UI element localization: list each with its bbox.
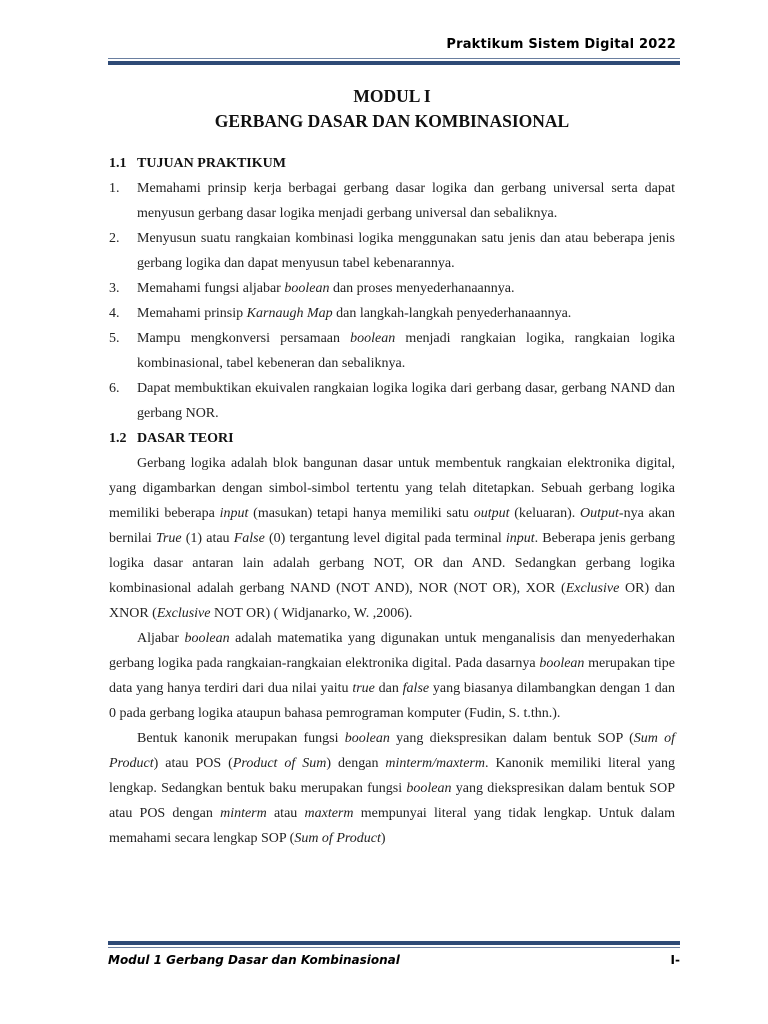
goal-item: 3. Memahami fungsi aljabar boolean dan proses menyederhanaannya. [109, 276, 675, 301]
section-heading-dasar-teori [109, 426, 675, 451]
italic-term: boolean [344, 731, 390, 746]
goal-number: 4. [109, 306, 120, 321]
header-rule-thick [108, 61, 680, 65]
italic-term: Exclusive [565, 581, 620, 596]
italic-term: boolean [539, 656, 585, 671]
italic-term: minterm [220, 806, 267, 821]
goal-item: 4. Memahami prinsip Karnaugh Map dan langkah-langkah penyederhanaannya. [109, 301, 675, 326]
italic-term: input [219, 506, 249, 521]
footer-rule-thin [108, 947, 680, 948]
theory-paragraph: Aljabar boolean adalah matematika yang digunakan untuk menganalisis dan menyederhakan gerbang logika pada rangkaian-rangkaian elektronika digital. Pada dasarnya boolean merupakan tipe data yang hanya terdiri dari dua nilai yaitu true dan false yang biasanya dilambangkan dengan 1 dan 0 pada gerbang logika ataupun bahasa pemrograman komputer (Fudin, S. t.thn.). [109, 631, 676, 721]
italic-term: minterm/maxterm [385, 756, 485, 771]
goal-number: 2. [109, 231, 120, 246]
goal-item: 5. Mampu mengkonversi persamaan boolean menjadi rangkaian logika, rangkaian logika kombinasional, tabel kebeneran dan sebaliknya. [109, 326, 675, 376]
footer-rule-thick [108, 941, 680, 945]
italic-term: false [402, 681, 430, 696]
section-title: TUJUAN PRAKTIKUM [137, 156, 286, 171]
goal-number: 5. [109, 331, 120, 346]
italic-term: maxterm [304, 806, 354, 821]
header-rule-thin [108, 58, 680, 59]
goal-item: 6. Dapat membuktikan ekuivalen rangkaian logika logika dari gerbang dasar, gerbang NAND dan gerbang NOR. [109, 376, 675, 426]
italic-term: input [505, 531, 535, 546]
italic-term: Output [580, 506, 619, 521]
running-header: Praktikum Sistem Digital 2022 [446, 37, 676, 52]
footer-module-label: Modul 1 Gerbang Dasar dan Kombinasional [108, 953, 400, 967]
italic-term: true [352, 681, 375, 696]
section-number: 1.2 [109, 431, 127, 446]
goal-number: 6. [109, 381, 120, 396]
italic-term: Sum of Product [294, 831, 381, 846]
theory-paragraph: Bentuk kanonik merupakan fungsi boolean yang diekspresikan dalam bentuk SOP (Sum of Product) atau POS (Product of Sum) dengan minterm/maxterm. Kanonik memiliki literal yang lengkap. Sedangkan bentuk baku merupakan fungsi boolean yang diekspresikan dalam bentuk SOP atau POS dengan minterm atau maxterm mempunyai literal yang tidak lengkap. Untuk dalam memahami secara lengkap SOP (Sum of Product) [109, 731, 675, 846]
module-title: MODUL I [353, 86, 431, 106]
goal-item: 2. Menyusun suatu rangkaian kombinasi logika menggunakan satu jenis dan atau beberapa jenis gerbang logika dan dapat menyusun tabel kebenarannya. [109, 226, 675, 276]
italic-term: output [473, 506, 510, 521]
italic-term: Product of Sum [232, 756, 327, 771]
italic-term: Sum of Product [109, 731, 675, 771]
goal-number: 3. [109, 281, 120, 296]
theory-paragraph: Gerbang logika adalah blok bangunan dasar untuk membentuk rangkaian elektronika digital, yang digambarkan dengan simbol-simbol tertentu yang telah ditetapkan. Sebuah gerbang logika memiliki beberapa input (masukan) tetapi hanya memiliki satu output (keluaran). Output-nya akan bernilai True (1) atau False (0) tergantung level digital pada terminal input. Beberapa jenis gerbang logika dasar antaran lain adalah gerbang NOT, OR dan AND. Sedangkan gerbang logika kombinasional adalah gerbang NAND (NOT AND), NOR (NOT OR), XOR (Exclusive OR) dan XNOR (Exclusive NOT OR) ( Widjanarko, W. ,2006). [109, 456, 675, 621]
italic-term: Karnaugh Map [246, 306, 333, 321]
page-content [109, 84, 675, 851]
goal-number: 1. [109, 181, 120, 196]
section-title: DASAR TEORI [137, 431, 234, 446]
italic-term: boolean [406, 781, 452, 796]
italic-term: boolean [350, 331, 396, 346]
theory-body [109, 451, 675, 851]
italic-term: Exclusive [156, 606, 211, 621]
goal-item: 1. Memahami prinsip kerja berbagai gerbang dasar logika dan gerbang universal serta dapat menyusun gerbang dasar logika menjadi gerbang universal dan sebaliknya. [109, 176, 675, 226]
footer-page-number: I- [670, 953, 680, 967]
italic-term: boolean [184, 631, 230, 646]
italic-term: True [155, 531, 182, 546]
italic-term: boolean [284, 281, 330, 296]
module-subtitle: GERBANG DASAR DAN KOMBINASIONAL [214, 111, 570, 131]
section-heading-tujuan [109, 151, 675, 176]
section-number: 1.1 [109, 156, 127, 171]
italic-term: False [233, 531, 265, 546]
goals-list [109, 176, 675, 426]
